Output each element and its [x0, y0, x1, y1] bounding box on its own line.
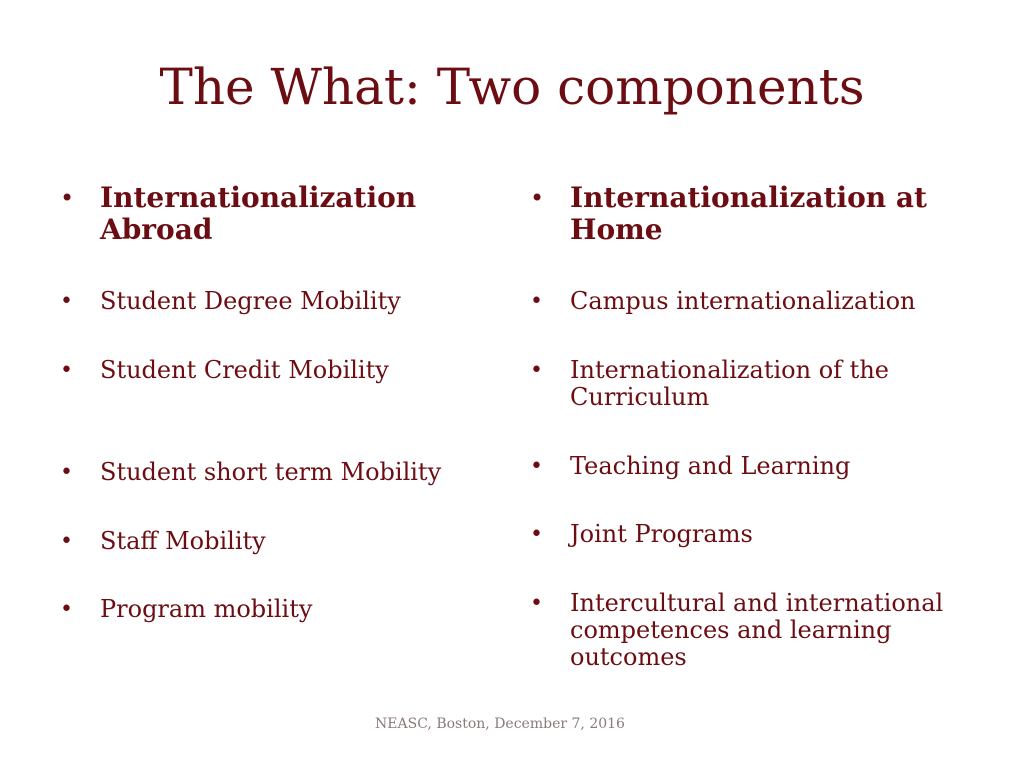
bullet-icon: • [530, 289, 543, 314]
bullet-icon: • [60, 529, 73, 554]
bullet-icon: • [530, 522, 543, 547]
list-item-label: Teaching and Learning [570, 452, 851, 480]
bullet-icon: • [530, 184, 545, 212]
list-item-label: Internationalization of the Curriculum [570, 356, 889, 411]
bullet-icon: • [60, 289, 73, 314]
list-item-label: Campus internationalization [570, 287, 916, 315]
slide-title: The What: Two components [159, 58, 865, 116]
list-item-label: Intercultural and international competences and learning outcomes [570, 589, 944, 671]
bullet-icon: • [530, 358, 543, 383]
list-item-label: Program mobility [100, 595, 313, 623]
list-item-label: Student Degree Mobility [100, 287, 401, 315]
right-column-heading: Internationalization at Home [570, 181, 927, 246]
bullet-icon: • [60, 597, 73, 622]
bullet-icon: • [530, 591, 543, 616]
bullet-icon: • [530, 454, 543, 479]
slide-footer: NEASC, Boston, December 7, 2016 [375, 716, 625, 732]
bullet-icon: • [60, 460, 73, 485]
list-item-label: Joint Programs [570, 520, 753, 548]
bullet-icon: • [60, 184, 75, 212]
list-item-label: Student short term Mobility [100, 458, 442, 486]
left-column-heading: Internationalization Abroad [100, 181, 417, 246]
bullet-icon: • [60, 358, 73, 383]
list-item-label: Student Credit Mobility [100, 356, 389, 384]
list-item-label: Staff Mobility [100, 527, 266, 555]
